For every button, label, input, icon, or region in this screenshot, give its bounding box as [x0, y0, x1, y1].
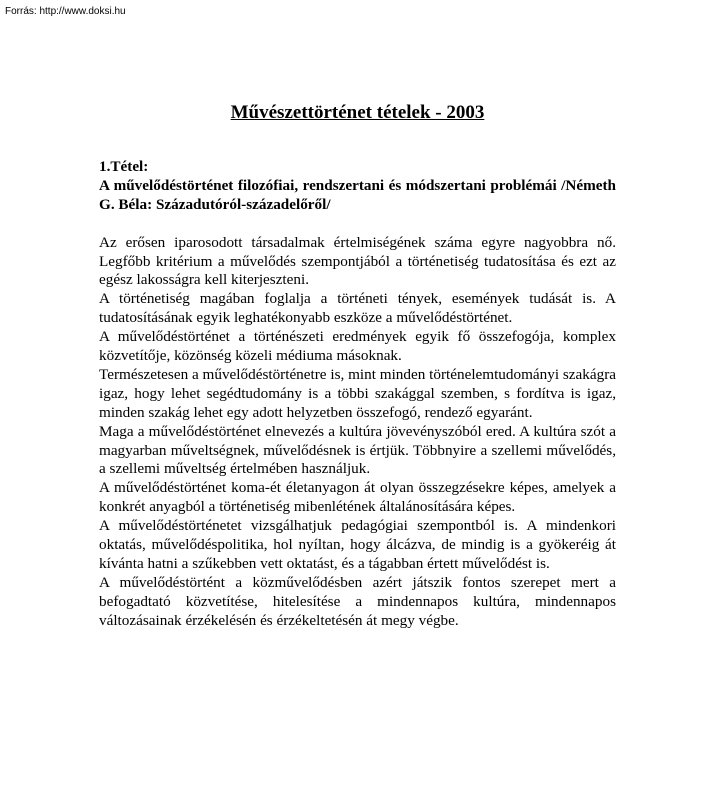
- source-note: Forrás: http://www.doksi.hu: [5, 6, 126, 17]
- paragraph: A művelődéstörtént a közművelődésben azért játszik fontos szerepet mert a befogadtató közvetítése, hitelesítése a mindennapos kultúra, mindennapos változásainak érzékelésén és érzékeltetésén át megy végbe.: [99, 573, 616, 629]
- paragraph: A történetiség magában foglalja a történeti tények, események tudását is. A tudatosításának egyik leghatékonyabb eszköze a művelődéstörténet.: [99, 290, 616, 327]
- section-heading: A művelődéstörténet filozófiai, rendszertani és módszertani problémái /Németh G. Béla: Századutóról-századelőről/: [99, 176, 616, 213]
- paragraph: Az erősen iparosodott társadalmak értelmiségének száma egyre nagyobbra nő. Legfőbb kritérium a művelődés szempontjából a történetiség tudatosítása és ezt az egész lakosságra kell kiterjeszteni.: [99, 233, 616, 289]
- paragraph: A művelődéstörténetet vizsgálhatjuk pedagógiai szempontból is. A mindenkori oktatás, művelődéspolitika, hol nyíltan, hogy álcázva, de mindig is a gyökeréig át kívánta hatni a szűkebben vett oktatást, és a tágabban értett művelődést is.: [99, 517, 616, 573]
- paragraph: A művelődéstörténet a történészeti eredmények egyik fő összefogója, komplex közvetítője, közönség közeli médiuma másoknak.: [99, 328, 616, 365]
- paragraph: A művelődéstörténet koma-ét életanyagon át olyan összegzésekre képes, amelyek a konkrét anyagból a történetiség mibenlétének általánosítására képes.: [99, 479, 616, 516]
- document-body: [99, 158, 616, 631]
- paragraph: Természetesen a művelődéstörténetre is, mint minden történelemtudományi szakágra igaz, hogy lehet segédtudomány is a többi szakággal szemben, s fordítva is igaz, minden szakág lehet egy adott helyzetben összefogó, rendező egyaránt.: [99, 365, 616, 421]
- spacer: [99, 215, 616, 234]
- paragraph: Maga a művelődéstörténet elnevezés a kultúra jövevényszóból ered. A kultúra szót a magyarban műveltségnek, művelődésnek is értjük. Többnyire a szellemi művelődés, a szellemi műveltség értelmében használjuk.: [99, 422, 616, 478]
- document-title: Művészettörténet tételek - 2003: [230, 102, 485, 123]
- section-number: 1.Tétel:: [99, 158, 149, 175]
